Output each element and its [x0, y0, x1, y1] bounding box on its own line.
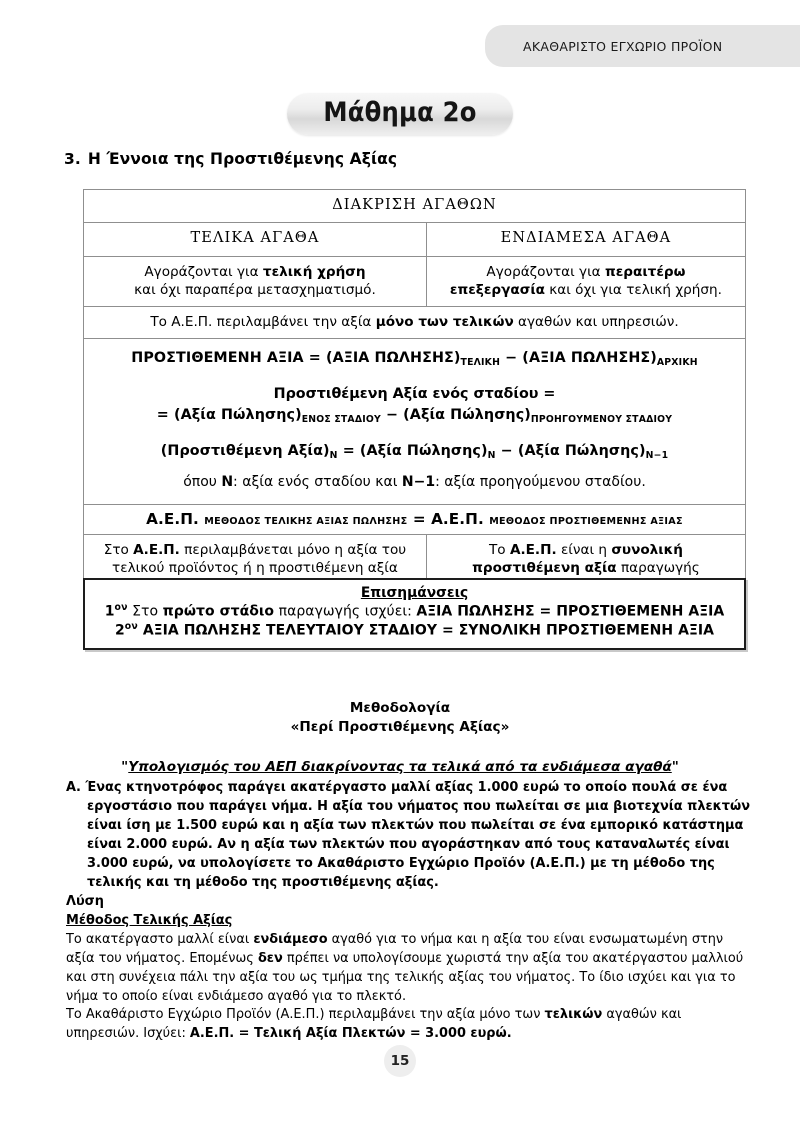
aep-scope-emph: μόνο των τελικών: [375, 314, 514, 331]
remarks-item-2: [91, 621, 738, 640]
lesson-badge: Μάθημα 2ο: [287, 93, 512, 135]
sol-p2-part1: Το Ακαθάριστο Εγχώριο Προϊόν (Α.Ε.Π.) περιλαμβάνει την αξία μόνο των: [66, 1007, 545, 1023]
remarks-2-ordinal-suffix: ον: [124, 621, 138, 633]
formula3-part1: (Προστιθέμενη Αξία): [160, 442, 330, 459]
bottom-right-line2-rest: παραγωγής: [616, 560, 700, 577]
aep-equivalence-cell: [84, 505, 746, 535]
exercise-label: Α.: [66, 780, 81, 795]
legend-part3: : αξία προηγούμενου σταδίου.: [435, 474, 646, 491]
lesson-badge-container: [0, 93, 800, 135]
legend-symbol-n: N: [221, 474, 234, 491]
final-def-line1-part1: Αγοράζονται για: [144, 263, 263, 280]
solution-paragraph-1: [66, 931, 748, 1007]
sol-p1-part3: πρέπει να υπολογίσουμε χωριστά την αξία του ακατέργαστου μαλλιού και στη συνέχεια πάλι την αξία του ως τμήμα της τελικής αξίας του νήματος. Το ίδιο ισχύει και για το νήμα το οποίο είναι ενδιάμεσο αγαθό για το πλεκτό.: [66, 950, 744, 1004]
definition-final-goods: [84, 257, 426, 306]
legend-part1: όπου: [183, 474, 222, 491]
methodology-title-line2: «Περί Προστιθέμενης Αξίας»: [290, 719, 510, 736]
solution-method-title: Μέθοδος Τελικής Αξίας: [66, 912, 233, 928]
table-row-definitions: [84, 256, 746, 306]
definition-intermediate-goods-cell: [426, 256, 745, 306]
methodology-block: [0, 699, 800, 775]
aep-scope-cell: [84, 307, 746, 339]
col-header-final-goods-cell: [84, 223, 427, 256]
formula1-lead: ΠΡΟΣΤΙΘΕΜΕΝΗ ΑΞΙΑ = (ΑΞΙΑ ΠΩΛΗΣΗΣ): [131, 350, 461, 367]
bottom-left-part2: περιλαμβάνεται μόνο η αξία του: [179, 542, 407, 559]
bottom-right-emph2: προστιθέμενη αξία: [472, 560, 617, 577]
remarks-2-ordinal-number: 2: [115, 623, 125, 640]
sol-p1-part2: αγαθό για το νήμα και η αξία του είναι ενσωματωμένη στην αξία του νήματος. Επομένως: [66, 931, 724, 966]
methodology-subtitle-close-quote: ": [671, 758, 679, 775]
remarks-1-equation: ΑΞΙΑ ΠΩΛΗΣΗΣ = ΠΡΟΣΤΙΘΕΜΕΝΗ ΑΞΙΑ: [416, 603, 725, 620]
formula-block: [84, 339, 745, 504]
section-heading: [64, 150, 397, 168]
inter-def-line1-emph: περαιτέρω: [604, 263, 686, 280]
aep-right-label: Α.Ε.Π.: [431, 510, 484, 529]
bottom-right-emph1: συνολική: [611, 542, 683, 559]
aep-scope-part3: αγαθών και υπηρεσιών.: [513, 314, 679, 331]
formula2-part2: − (Αξία Πώλησης): [380, 407, 531, 424]
formula-value-added-definition: [92, 348, 737, 369]
table-row-formula-block: [84, 339, 746, 505]
definition-intermediate-goods: [427, 257, 745, 306]
remarks-1-emph: πρώτο στάδιο: [162, 603, 275, 620]
col-header-intermediate-goods-cell: [426, 223, 745, 256]
exercise-text: Ένας κτηνοτρόφος παράγει ακατέργαστο μαλλί αξίας 1.000 ευρώ το οποίο πουλά σε ένα εργοστάσιο που παράγει νήμα. Η αξία του νήματος που πωλείται σε μια βιοτεχνία πλεκτών είναι ίση με 1.500 ευρώ και η αξία των πλεκτών που πωλείται σε ένα εμπορικό κατάστημα είναι 2.000 ευρώ. Αν η αξία των πλεκτών που αγοράστηκαν από τους καταναλωτές είναι 3.000 ευρώ, να υπολογίσετε το Ακαθάριστο Εγχώριο Προϊόν (Α.Ε.Π.) με τη μέθοδο της τελικής και τη μέθοδο της προστιθέμενης αξίας.: [80, 780, 751, 890]
table-title: ΔΙΑΚΡΙΣΗ ΑΓΑΘΩΝ: [332, 197, 497, 213]
formula-indexed-expression: [92, 441, 737, 462]
header-running-tab: [485, 25, 800, 67]
sol-p2-result: Α.Ε.Π. = Τελική Αξία Πλεκτών = 3.000 ευρώ.: [189, 1026, 512, 1042]
aep-scope-text: [84, 307, 745, 338]
bottom-right-part2: είναι η: [556, 542, 612, 559]
formula3-part2: = (Αξία Πώλησης): [337, 442, 488, 459]
bottom-right-part1: Το: [488, 542, 510, 559]
aep-left-method: ΜΕΘΟΔΟΣ ΤΕΛΙΚΗΣ ΑΞΙΑΣ ΠΩΛΗΣΗΣ: [204, 516, 408, 528]
final-def-line1-emph: τελική χρήση: [262, 263, 366, 280]
formula-stage-title: Προστιθέμενη Αξία ενός σταδίου =: [273, 385, 556, 402]
table-row-aep-scope: [84, 307, 746, 339]
table-row-aep-equivalence: [84, 505, 746, 535]
col-header-intermediate-goods: ΕΝΔΙΑΜΕΣΑ ΑΓΑΘΑ: [500, 230, 672, 247]
sol-p1-part1: Το ακατέργαστο μαλλί είναι: [66, 931, 254, 947]
formula3-sub-n-left: N: [329, 449, 338, 461]
formula-spacer-1: [92, 370, 737, 384]
formula3-part3: − (Αξία Πώλησης): [495, 442, 646, 459]
inter-def-line2-rest: και όχι για τελική χρήση.: [544, 282, 722, 299]
inter-def-line2-emph: επεξεργασία: [449, 282, 545, 299]
formula1-sub-initial: ΑΡΧΙΚΗ: [656, 357, 698, 369]
bottom-left-line2: τελικού προϊόντος ή η προστιθέμενη αξία: [112, 560, 398, 577]
solution-label: Λύση: [66, 894, 104, 909]
aep-right-method: ΜΕΘΟΔΟΣ ΠΡΟΣΤΙΘΕΜΕΝΗΣ ΑΞΙΑΣ: [489, 516, 683, 528]
formula1-mid: − (ΑΞΙΑ ΠΩΛΗΣΗΣ): [500, 350, 657, 367]
aep-methods-equivalence: [84, 505, 745, 534]
formula-stage-expression: [92, 405, 737, 426]
remarks-1-text-part2: παραγωγής ισχύει:: [274, 603, 417, 620]
table-title-cell: [84, 190, 746, 223]
remarks-1-ordinal-number: 1: [104, 603, 115, 620]
formula-block-cell: [84, 339, 746, 505]
formula2-part1: = (Αξία Πώλησης): [156, 407, 302, 424]
legend-symbol-n-minus-1: N−1: [401, 474, 436, 491]
exercise-statement: [66, 779, 763, 892]
sol-p1-emph-den: δεν: [257, 950, 283, 966]
table-row-title: [84, 190, 746, 223]
formula3-sub-n: N: [487, 449, 496, 461]
solution-paragraph-2: [66, 1006, 748, 1044]
sol-p1-emph-intermediate: ενδιάμεσο: [253, 931, 328, 947]
bottom-right-aep: Α.Ε.Π.: [509, 542, 557, 559]
aep-equals-sign: =: [407, 510, 432, 529]
methodology-subtitle-text: Υπολογισμός του ΑΕΠ διακρίνοντας τα τελικά από τα ενδιάμεσα αγαθά: [128, 758, 672, 775]
definition-final-goods-cell: [84, 256, 427, 306]
page-number: 15: [384, 1045, 416, 1077]
bottom-left-aep: Α.Ε.Π.: [133, 542, 180, 559]
page-number-container: [0, 1045, 800, 1077]
remarks-2-equation: ΑΞΙΑ ΠΩΛΗΣΗΣ ΤΕΛΕΥΤΑΙΟΥ ΣΤΑΔΙΟΥ = ΣΥΝΟΛΙΚΗ ΠΡΟΣΤΙΘΕΜΕΝΗ ΑΞΙΑ: [137, 623, 714, 640]
formula-spacer-3: [92, 462, 737, 472]
inter-def-line1-part1: Αγοράζονται για: [486, 263, 605, 280]
legend-part2: : αξία ενός σταδίου και: [233, 474, 402, 491]
remarks-1-text-part1: Στο: [127, 603, 163, 620]
col-header-final-goods: ΤΕΛΙΚΑ ΑΓΑΘΑ: [190, 230, 320, 247]
formula2-sub-previous-stage: ΠΡΟΗΓΟΥΜΕΝΟΥ ΣΤΑΔΙΟΥ: [530, 414, 673, 426]
formula-spacer-2: [92, 427, 737, 441]
section-title: Η Έννοια της Προστιθέμενης Αξίας: [87, 150, 398, 168]
remarks-box: [83, 578, 746, 650]
remarks-title: Επισημάνσεις: [360, 585, 469, 601]
sol-p2-part2: αγαθών και υπηρεσιών. Ισχύει:: [66, 1007, 682, 1042]
methodology-title-line1: Μεθοδολογία: [349, 700, 451, 716]
formula2-sub-one-stage: ΕΝΟΣ ΣΤΑΔΙΟΥ: [301, 414, 381, 426]
formula-index-legend: [92, 472, 737, 493]
remarks-1-ordinal-suffix: ον: [114, 602, 128, 613]
table-row-column-headers: [84, 223, 746, 256]
sol-p2-emph-final: τελικών: [544, 1007, 603, 1023]
goods-classification-table: [83, 189, 746, 604]
methodology-title: [0, 699, 800, 738]
aep-left-label: Α.Ε.Π.: [146, 510, 199, 529]
bottom-left-part1: Στο: [103, 542, 134, 559]
header-running-title: ΑΚΑΘΑΡΙΣΤΟ ΕΓΧΩΡΙΟ ΠΡΟΪΟΝ: [523, 38, 723, 54]
aep-scope-part1: Το Α.Ε.Π. περιλαμβάνει την αξία: [150, 314, 376, 331]
formula3-sub-n-minus-1: N−1: [645, 449, 669, 461]
section-number: 3.: [64, 150, 81, 168]
remarks-item-1: [91, 602, 738, 621]
final-def-line2: και όχι παραπέρα μετασχηματισμό.: [134, 282, 376, 299]
formula1-sub-final: ΤΕΛΙΚΗ: [460, 357, 501, 369]
methodology-subtitle: [0, 759, 800, 775]
solution-block: [66, 893, 748, 1044]
methodology-subtitle-open-quote: ": [121, 758, 129, 775]
